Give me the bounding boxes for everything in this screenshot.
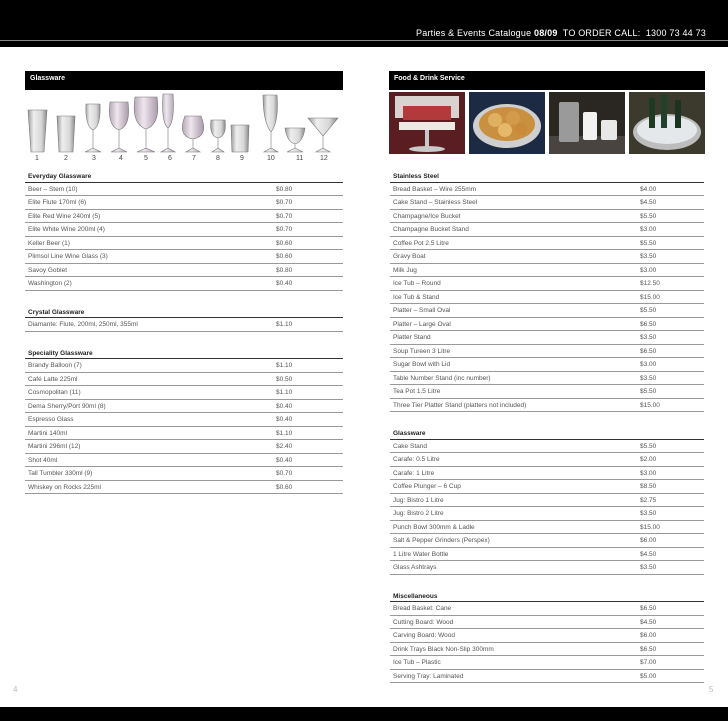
item-price: $3.50 bbox=[640, 253, 657, 260]
group-title: Stainless Steel bbox=[393, 173, 439, 180]
page-number-right: 5 bbox=[709, 685, 714, 694]
table-row bbox=[390, 223, 704, 237]
catalogue-label: Parties & Events Catalogue bbox=[416, 28, 532, 38]
table-row bbox=[390, 250, 704, 264]
item-name: Ice Tub – Round bbox=[393, 280, 441, 287]
table-row bbox=[390, 372, 704, 386]
table-row bbox=[25, 481, 343, 495]
item-name: Three Tier Platter Stand (platters not included) bbox=[393, 401, 527, 409]
group-heading bbox=[25, 305, 343, 319]
table-row bbox=[390, 304, 704, 318]
item-name: Cake Stand bbox=[393, 442, 427, 450]
platter-photo bbox=[469, 92, 545, 154]
group-heading bbox=[25, 346, 343, 360]
glassware-illustration bbox=[25, 92, 343, 154]
item-price: $2.75 bbox=[640, 496, 657, 504]
item-name: Ice Tub & Stand bbox=[393, 293, 440, 301]
item-price: $3.50 bbox=[640, 564, 657, 571]
food-drink-price-table bbox=[390, 169, 704, 683]
item-name: Carafe: 0.5 Litre bbox=[393, 456, 440, 463]
glassware-section-header bbox=[25, 71, 343, 90]
table-row bbox=[390, 385, 704, 399]
item-name: Platter – Small Oval bbox=[393, 307, 451, 314]
glass-number: 1 bbox=[35, 155, 39, 162]
item-price: $0.70 bbox=[276, 199, 293, 206]
glass-number: 5 bbox=[144, 155, 148, 162]
item-price: $1.10 bbox=[276, 429, 293, 437]
glass-number-labels bbox=[25, 155, 345, 165]
item-price: $3.50 bbox=[640, 334, 657, 341]
coffee-service-photo bbox=[549, 92, 625, 154]
item-price: $0.70 bbox=[276, 470, 293, 477]
item-price: $1.10 bbox=[276, 321, 293, 328]
table-row bbox=[25, 237, 343, 251]
table-row bbox=[390, 440, 704, 454]
item-name: Espresso Glass bbox=[28, 416, 74, 423]
item-price: $8.50 bbox=[640, 483, 657, 490]
item-name: Carving Board: Wood bbox=[393, 632, 456, 639]
item-price: $6.50 bbox=[640, 347, 657, 355]
catalogue-edition: 08/09 bbox=[534, 28, 558, 38]
item-name: Cutting Board: Wood bbox=[393, 618, 454, 626]
table-row bbox=[390, 345, 704, 359]
table-row bbox=[390, 670, 704, 684]
table-row bbox=[390, 534, 704, 548]
table-row bbox=[390, 318, 704, 332]
item-name: Punch Bowl 300mm & Ladle bbox=[393, 523, 475, 531]
item-price: $6.50 bbox=[640, 605, 657, 612]
ice-tub-icon bbox=[629, 92, 705, 154]
table-row bbox=[390, 196, 704, 210]
item-price: $0.40 bbox=[276, 402, 293, 410]
table-row bbox=[390, 548, 704, 562]
item-name: Salt & Pepper Grinders (Perspex) bbox=[393, 537, 490, 544]
section-title: Glassware bbox=[30, 75, 66, 82]
item-name: 1 Litre Water Bottle bbox=[393, 550, 449, 558]
item-name: Elite White Wine 200ml (4) bbox=[28, 226, 105, 233]
item-price: $0.40 bbox=[276, 416, 293, 423]
item-name: Platter – Large Oval bbox=[393, 320, 451, 328]
item-name: Martini 140ml bbox=[28, 429, 68, 437]
item-price: $6.50 bbox=[640, 645, 657, 653]
glass-number: 7 bbox=[192, 155, 196, 162]
header-rule bbox=[0, 40, 728, 41]
item-price: $3.50 bbox=[640, 510, 657, 517]
item-price: $0.80 bbox=[276, 185, 293, 193]
glass-number: 12 bbox=[320, 155, 328, 162]
item-price: $15.00 bbox=[640, 523, 660, 531]
glass-number: 10 bbox=[267, 155, 275, 162]
table-row bbox=[25, 373, 343, 387]
item-name: Coffee Plunger – 6 Cup bbox=[393, 483, 461, 490]
table-row bbox=[390, 277, 704, 291]
item-price: $3.00 bbox=[640, 266, 657, 274]
item-name: Jug: Bistro 2 Litre bbox=[393, 510, 444, 517]
table-row bbox=[25, 413, 343, 427]
table-row bbox=[25, 440, 343, 454]
item-price: $0.70 bbox=[276, 212, 293, 220]
item-name: Coffee Pot 2.5 Litre bbox=[393, 239, 449, 247]
item-name: Cosmopolitan (11) bbox=[28, 389, 81, 396]
pastry-platter-icon bbox=[469, 92, 545, 154]
group-title: Everyday Glassware bbox=[28, 173, 92, 180]
table-row bbox=[390, 467, 704, 481]
item-name: Beer – Stem (10) bbox=[28, 185, 78, 193]
table-row bbox=[390, 210, 704, 224]
glass-number: 11 bbox=[296, 155, 304, 162]
table-row bbox=[25, 277, 343, 291]
item-price: $3.00 bbox=[640, 469, 657, 477]
item-price: $15.00 bbox=[640, 401, 660, 409]
item-name: Champagne/Ice Bucket bbox=[393, 212, 461, 220]
group-title: Speciality Glassware bbox=[28, 349, 93, 357]
item-price: $2.40 bbox=[276, 443, 293, 450]
item-price: $0.40 bbox=[276, 280, 293, 287]
item-price: $0.60 bbox=[276, 253, 293, 260]
item-price: $0.50 bbox=[276, 375, 293, 383]
item-name: Tea Pot 1.5 Litre bbox=[393, 388, 441, 395]
item-price: $3.00 bbox=[640, 361, 657, 368]
item-name: Bread Basket: Cane bbox=[393, 605, 452, 612]
item-price: $5.00 bbox=[640, 672, 657, 680]
table-row bbox=[25, 318, 343, 332]
table-row bbox=[390, 480, 704, 494]
item-price: $4.50 bbox=[640, 618, 657, 626]
item-price: $4.00 bbox=[640, 185, 657, 193]
table-row bbox=[390, 237, 704, 251]
table-row bbox=[25, 196, 343, 210]
table-row bbox=[390, 183, 704, 197]
item-name: Drink Trays Black Non-Slip 300mm bbox=[393, 645, 494, 653]
item-name: Keller Beer (1) bbox=[28, 239, 70, 247]
table-row bbox=[25, 400, 343, 414]
glass-number: 6 bbox=[168, 155, 172, 162]
table-row bbox=[390, 291, 704, 305]
item-name: Martini 296ml (12) bbox=[28, 443, 81, 450]
glassware-price-table bbox=[25, 169, 343, 494]
item-name: Bread Basket – Wire 255mm bbox=[393, 185, 477, 193]
item-name: Whiskey on Rocks 225ml bbox=[28, 483, 101, 491]
item-name: Savoy Goblet bbox=[28, 266, 68, 274]
catalogue-header bbox=[416, 28, 706, 38]
table-row bbox=[25, 264, 343, 278]
order-label: TO ORDER CALL: bbox=[562, 28, 641, 38]
table-row bbox=[390, 602, 704, 616]
table-row bbox=[390, 616, 704, 630]
table-row bbox=[390, 453, 704, 467]
table-row bbox=[390, 561, 704, 575]
table-row bbox=[25, 183, 343, 197]
item-price: $1.10 bbox=[276, 389, 293, 396]
item-name: Plimsol Line Wine Glass (3) bbox=[28, 253, 108, 260]
table-row bbox=[390, 656, 704, 670]
group-title: Miscellaneous bbox=[393, 592, 438, 600]
table-row bbox=[390, 494, 704, 508]
group-heading bbox=[390, 169, 704, 183]
item-price: $15.00 bbox=[640, 293, 660, 301]
service-photos bbox=[389, 92, 705, 154]
item-price: $0.60 bbox=[276, 483, 293, 491]
group-heading bbox=[390, 426, 704, 440]
table-row bbox=[390, 643, 704, 657]
coffee-pot-icon bbox=[549, 92, 625, 154]
item-name: Café Latte 225ml bbox=[28, 375, 78, 383]
glass-number: 9 bbox=[240, 155, 244, 162]
group-heading bbox=[390, 589, 704, 603]
item-name: Tall Tumbler 330ml (9) bbox=[28, 470, 93, 477]
item-name: Dema Sherry/Port 90ml (8) bbox=[28, 402, 106, 410]
item-price: $5.50 bbox=[640, 388, 657, 395]
item-price: $5.50 bbox=[640, 212, 657, 220]
item-name: Shot 40ml bbox=[28, 456, 58, 464]
item-name: Table Number Stand (inc number) bbox=[393, 374, 491, 382]
item-price: $0.70 bbox=[276, 226, 293, 233]
item-name: Jug: Bistro 1 Litre bbox=[393, 496, 444, 504]
item-name: Diamante: Flute, 200ml, 250ml, 355ml bbox=[28, 321, 138, 328]
ice-tub-photo bbox=[629, 92, 705, 154]
glass-number: 2 bbox=[64, 155, 68, 162]
item-price: $4.50 bbox=[640, 199, 657, 206]
item-name: Sugar Bowl with Lid bbox=[393, 361, 451, 368]
table-row bbox=[25, 454, 343, 468]
glass-number: 3 bbox=[92, 155, 96, 162]
table-row bbox=[390, 629, 704, 643]
group-title: Glassware bbox=[393, 430, 426, 437]
table-row bbox=[25, 359, 343, 373]
top-header-bar bbox=[0, 0, 728, 47]
item-price: $1.10 bbox=[276, 362, 293, 369]
item-price: $0.80 bbox=[276, 266, 293, 274]
cake-stand-icon bbox=[389, 92, 465, 154]
item-name: Champagne Bucket Stand bbox=[393, 226, 469, 233]
item-name: Ice Tub – Plastic bbox=[393, 659, 441, 666]
table-row bbox=[25, 223, 343, 237]
glass-number: 4 bbox=[119, 155, 123, 162]
item-price: $5.50 bbox=[640, 307, 657, 314]
table-row bbox=[25, 210, 343, 224]
item-price: $6.00 bbox=[640, 537, 657, 544]
table-row bbox=[25, 386, 343, 400]
item-name: Washington (2) bbox=[28, 280, 72, 287]
item-name: Gravy Boat bbox=[393, 253, 426, 260]
item-name: Carafe: 1 Litre bbox=[393, 469, 435, 477]
item-price: $4.50 bbox=[640, 550, 657, 558]
item-price: $3.50 bbox=[640, 374, 657, 382]
item-price: $5.50 bbox=[640, 239, 657, 247]
item-price: $0.40 bbox=[276, 456, 293, 464]
glasses-icon bbox=[25, 92, 343, 154]
item-name: Platter Stand bbox=[393, 334, 431, 341]
table-row bbox=[390, 358, 704, 372]
table-row bbox=[25, 467, 343, 481]
group-heading bbox=[25, 169, 343, 183]
item-price: $6.50 bbox=[640, 320, 657, 328]
food-drink-section-header bbox=[389, 71, 705, 90]
group-title: Crystal Glassware bbox=[28, 308, 85, 316]
table-row bbox=[390, 264, 704, 278]
table-row bbox=[390, 399, 704, 413]
section-title: Food & Drink Service bbox=[394, 75, 465, 82]
item-price: $7.00 bbox=[640, 659, 657, 666]
item-name: Cake Stand – Stainless Steel bbox=[393, 199, 478, 206]
table-row bbox=[390, 331, 704, 345]
item-price: $6.00 bbox=[640, 632, 657, 639]
bottom-bar bbox=[0, 707, 728, 721]
table-row bbox=[25, 427, 343, 441]
item-price: $12.50 bbox=[640, 280, 660, 287]
item-price: $3.00 bbox=[640, 226, 657, 233]
item-name: Elite Flute 170ml (6) bbox=[28, 199, 87, 206]
table-row bbox=[25, 250, 343, 264]
table-row bbox=[390, 521, 704, 535]
page-number-left: 4 bbox=[13, 685, 18, 694]
table-row bbox=[390, 507, 704, 521]
item-name: Elite Red Wine 240ml (5) bbox=[28, 212, 101, 220]
cake-stand-photo bbox=[389, 92, 465, 154]
item-name: Serving Tray: Laminated bbox=[393, 672, 464, 680]
item-name: Soup Tureen 3 Litre bbox=[393, 347, 451, 355]
item-name: Glass Ashtrays bbox=[393, 564, 437, 571]
item-name: Milk Jug bbox=[393, 266, 417, 274]
item-price: $2.00 bbox=[640, 456, 657, 463]
item-name: Brandy Balloon (7) bbox=[28, 362, 82, 369]
item-price: $5.50 bbox=[640, 442, 657, 450]
item-price: $0.60 bbox=[276, 239, 293, 247]
order-phone: 1300 73 44 73 bbox=[645, 28, 706, 38]
glass-number: 8 bbox=[216, 155, 220, 162]
